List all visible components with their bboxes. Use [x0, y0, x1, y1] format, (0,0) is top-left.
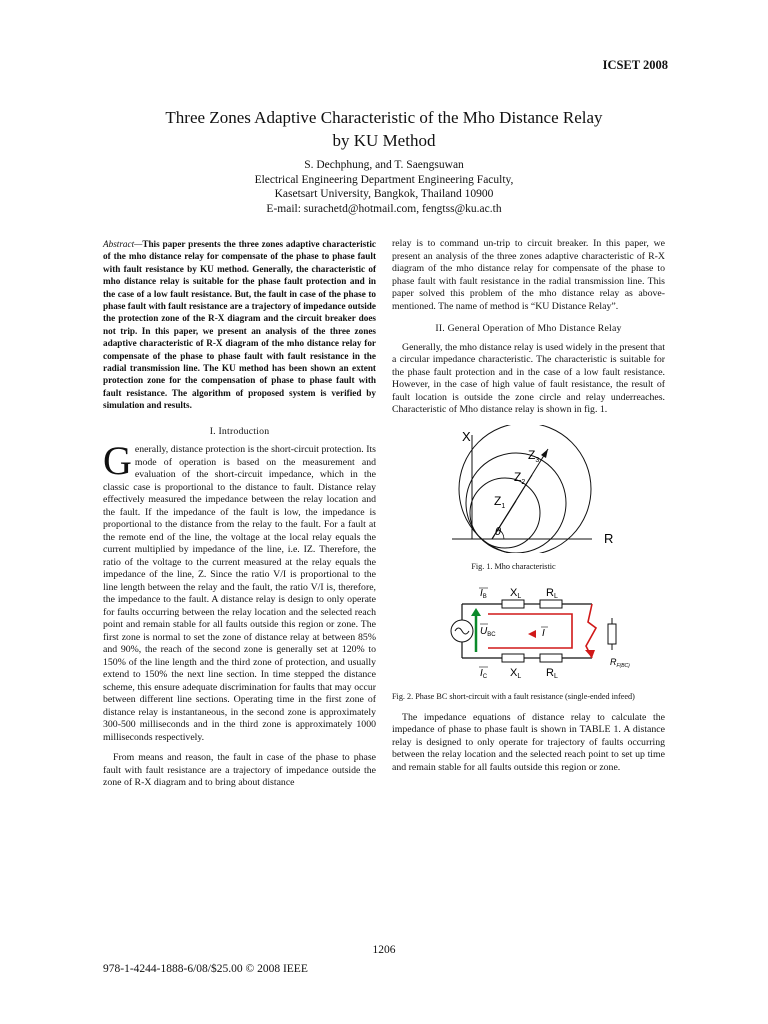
z3-label: $Z_3$ — [528, 447, 540, 464]
section-heading-introduction: I. Introduction — [209, 425, 270, 437]
intro-paragraph-1 — [103, 438, 376, 744]
top-resistor — [540, 600, 562, 608]
current-loop — [488, 614, 572, 648]
zone-3-circle — [459, 425, 591, 553]
affiliation-1: Electrical Engineering Department Engineering Faculty, — [254, 173, 514, 186]
ubc-label: $U_{BC}$ — [480, 626, 496, 638]
arrowhead-icon — [541, 449, 548, 458]
z2-label: $Z_2$ — [514, 469, 526, 486]
general-paragraph-1: Generally, the mho distance relay is used widely in the present that a circular impedance characteristic. The characteristic is suitable for the phase fault protection and in the case of a low fault resistance. However, in the case of high value of fault resistance, the result of fault location is outside the zone circle and relay underreaches. Characteristic of Mho distance relay is shown in fig. 1. — [392, 341, 665, 415]
top-inductor — [502, 600, 524, 608]
ib-label: $I_B$ — [480, 588, 487, 600]
section-heading-general-operation: II. General Operation of Mho Distance Relay — [435, 323, 622, 334]
mho-diagram — [392, 425, 665, 553]
bottom-inductor — [502, 654, 524, 662]
figure-1-mho-characteristic — [392, 425, 665, 558]
drop-cap: G — [103, 438, 132, 484]
paper-title — [100, 106, 668, 152]
authors: S. Dechphung, and T. Saengsuwan — [304, 159, 464, 171]
general-paragraph-2: The impedance equations of distance relay to calculate the impedance of phase to phase fault is shown in TABLE 1. A distance relay is designed to only operate for trajectory of faults occurring between the relay location and the selected reach point to set up time and remain stable for all faults outside this region or zone. — [392, 711, 665, 773]
x-axis-label: X — [462, 428, 471, 444]
figure-1-caption: Fig. 1. Mho characteristic — [471, 562, 556, 571]
rf-label: $R_{F(BC)}$ — [610, 657, 630, 669]
theta-label: θ — [495, 525, 501, 538]
fault-bolt-icon — [586, 604, 596, 658]
current-arrowhead-icon — [528, 630, 536, 638]
loop-current-label: I — [542, 628, 545, 639]
ic-label: $I_C$ — [480, 668, 488, 680]
xl-top-label: XL — [510, 587, 522, 600]
page-number: 1206 — [372, 944, 396, 956]
left-column — [103, 238, 376, 790]
right-paragraph-1: relay is to command un-trip to circuit breaker. In this paper, we present an analysis of the three zones adaptive characteristic of R-X diagram of the mho distance relay for compensate of the phase to phase fault with fault resistance in the radial transmission line. This paper solved this problem of the mho distance relay as above-mentioned. The name of method is “KU Distance Relay”. — [392, 238, 665, 312]
copyright-footer: 978-1-4244-1888-6/08/$25.00 © 2008 IEEE — [103, 963, 308, 975]
intro-paragraph-2: From means and reason, the fault in case of the phase to phase fault with fault resistance are a trajectory of impedance outside the zone of R-X diagram and to bring about distance — [103, 752, 376, 789]
abstract-text: This paper presents the three zones adaptive characteristic of the mho distance relay for compensate of the phase to phase fault with fault resistance by KU method. Generally, the characteristic of mho distance relay is suitable for the phase fault protection and in the case of a low fault resistance. But, the fault in case of the phase to phase fault with fault resistance are a trajectory of impedance outside the protection zone of the R-X diagram and the circuit breaker does not trip. In this paper, we present an analysis of the three zones adaptive characteristic of R-X diagram of the mho distance relay for compensate of the phase to phase fault with fault resistance in the radial transmission line. The KU method has been shown an extent protection zone for the compensation of phase to phase fault with fault resistance. The algorithm of proposed system is verified by simulation and results. — [103, 239, 376, 411]
title-line-2: by KU Method — [332, 131, 436, 150]
bottom-resistor — [540, 654, 562, 662]
title-line-1: Three Zones Adaptive Characteristic of the Mho Distance Relay — [165, 108, 603, 127]
figure-2-caption: Fig. 2. Phase BC short-circuit with a fault resistance (single-ended infeed) — [392, 691, 635, 701]
right-column — [392, 238, 665, 774]
rl-top-label: RL — [546, 587, 558, 600]
xl-bottom-label: XL — [510, 667, 522, 680]
z1-label: $Z_1$ — [494, 493, 506, 510]
abstract-label: Abstract— — [103, 239, 143, 249]
abstract — [103, 238, 376, 412]
circuit-diagram — [392, 582, 665, 682]
r-axis-label: R — [604, 530, 614, 546]
fault-resistor — [608, 624, 616, 644]
affiliation-2: Kasetsart University, Bangkok, Thailand 10900 — [274, 188, 494, 200]
author-block — [100, 158, 668, 216]
voltage-arrowhead-icon — [471, 608, 481, 616]
zone-1-circle — [470, 478, 540, 548]
intro-paragraph-1-text: enerally, distance protection is the short-circuit protection. Its mode of operation is based on the measurement and evaluation of the short-circuit impedance, which in the classic case is proportional to the distance to fault. Distance relay effectively measured the impedance between the relay location and the fault. If the impedance of the fault is low, the impedance is proportional to the distance from the relay to the fault. For a fault at the remote end of the line, the voltage at the local relay equals the current multiplied by impedance of the line, i.e. IZ. Therefore, the ratio of the voltage to the current measured at the relay equals the impedance of the line, Z. Since the ratio V/I is proportional to the line length between the relay and the fault, the ratio V/I is, therefore, the impedance to the fault. A distance relay is design to only operate for faults occurring between the relay location and the selected reach point and remain stable for all faults outside this region or zone. The first zone is normal to set the zone of distance relay at between 85% and 90%, the reach of the second zone is generally set at 120% to 150% of the line length and the third zone of protection, and usually extend to 150% the next line section. In time stepped the distance scheme, this ensure adequate discrimination for faults that may occur between different line sections. Operating time in the first zone of distance relay is instantaneous, in the second zone is approximately 300-500 milliseconds and in the third zone is approximately 1000 milliseconds respectively. — [103, 444, 376, 743]
rl-bottom-label: RL — [546, 667, 558, 680]
conference-name: ICSET 2008 — [602, 58, 668, 72]
email: E-mail: surachetd@hotmail.com, fengtss@ku.ac.th — [266, 202, 502, 215]
figure-2-circuit — [392, 582, 665, 687]
